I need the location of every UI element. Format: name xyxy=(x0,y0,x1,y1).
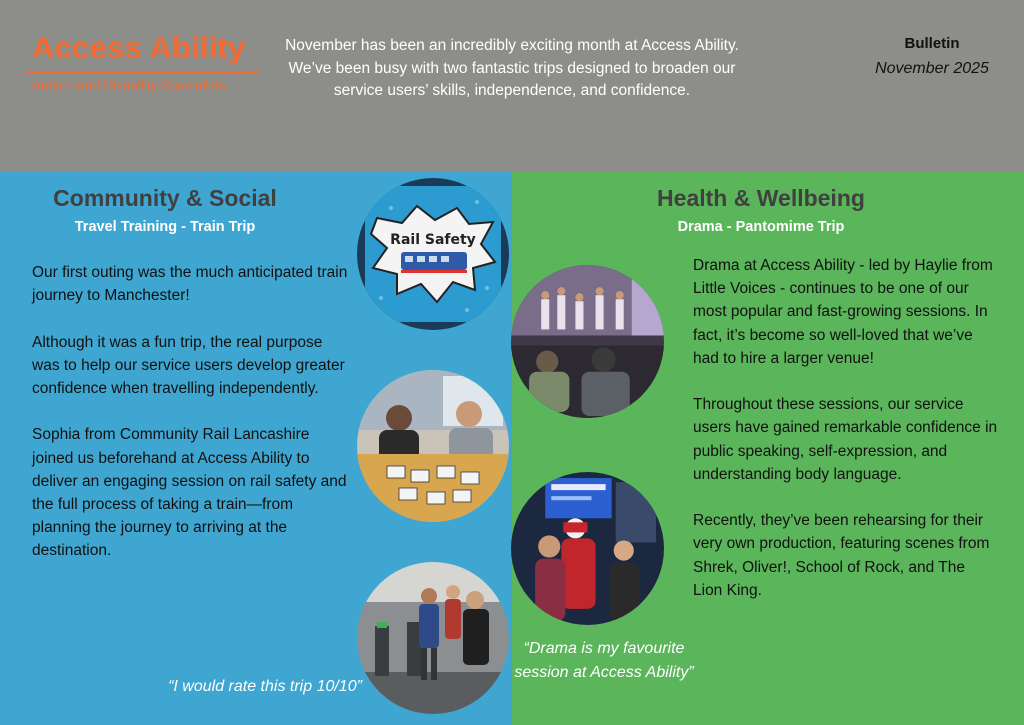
intro-line-2: We’ve been busy with two fantastic trips designed to broaden our service users’ skills, independence, and confidence. xyxy=(288,59,736,99)
drama-stage-scene xyxy=(511,265,664,418)
section-subtitle-train-trip: Travel Training - Train Trip xyxy=(74,219,256,235)
community-quote: “I would rate this trip 10/10” xyxy=(168,678,362,695)
drama-rehearsal-photo xyxy=(511,265,664,418)
health-body-text xyxy=(693,254,998,625)
bulletin-label: Bulletin xyxy=(904,35,960,52)
rail-safety-sign-text: Rail Safety xyxy=(390,232,476,248)
intro-text xyxy=(272,35,752,103)
health-paragraph-2: Throughout these sessions, our service users have gained remarkable confidence in public speaking, self-expression, and understanding body language. xyxy=(693,396,998,483)
rail-safety-illustration xyxy=(357,178,509,330)
pantomime-scene xyxy=(511,472,664,625)
health-quote: “Drama is my favourite session at Access Ability” xyxy=(514,640,694,681)
community-paragraph-1: Our first outing was the much anticipated train journey to Manchester! xyxy=(32,264,348,305)
station-barriers-photo xyxy=(357,562,509,714)
section-title-health: Health & Wellbeing xyxy=(657,185,865,211)
section-subtitle-pantomime: Drama - Pantomime Trip xyxy=(677,219,845,235)
workshop-photo xyxy=(357,370,509,522)
bulletin-date: November 2025 xyxy=(875,60,989,77)
section-title-community: Community & Social xyxy=(53,185,277,211)
header-banner xyxy=(0,0,1024,172)
community-body-text xyxy=(32,261,352,586)
community-paragraph-3: Sophia from Community Rail Lancashire joined us beforehand at Access Ability to deliver an engaging session on rail safety and the full process of taking a train—from planning the journey to arriving at the destination. xyxy=(32,426,347,560)
community-paragraph-2: Although it was a fun trip, the real purpose was to help our service users develop greater confidence when travelling independently. xyxy=(32,333,345,397)
health-paragraph-1: Drama at Access Ability - led by Haylie from Little Voices - continues to be one of our most popular and fast-growing sessions. In fact, it’s become so well-loved that we’ve had to hire a larger venue! xyxy=(693,257,993,367)
brand-logo-title: Access Ability xyxy=(32,30,246,65)
workshop-scene xyxy=(357,370,509,522)
pantomime-trip-photo xyxy=(511,472,664,625)
intro-line-1: November has been an incredibly exciting month at Access Ability. xyxy=(285,37,739,54)
brand-tagline: Autism and Disability Specialists xyxy=(32,78,226,93)
health-paragraph-3: Recently, they’ve been rehearsing for their very own production, featuring scenes from Shrek, Oliver!, School of Rock, and The Lion King. xyxy=(693,512,990,599)
brand-logo-rule xyxy=(26,72,260,74)
rail-safety-photo xyxy=(357,178,509,330)
station-scene xyxy=(357,562,509,714)
